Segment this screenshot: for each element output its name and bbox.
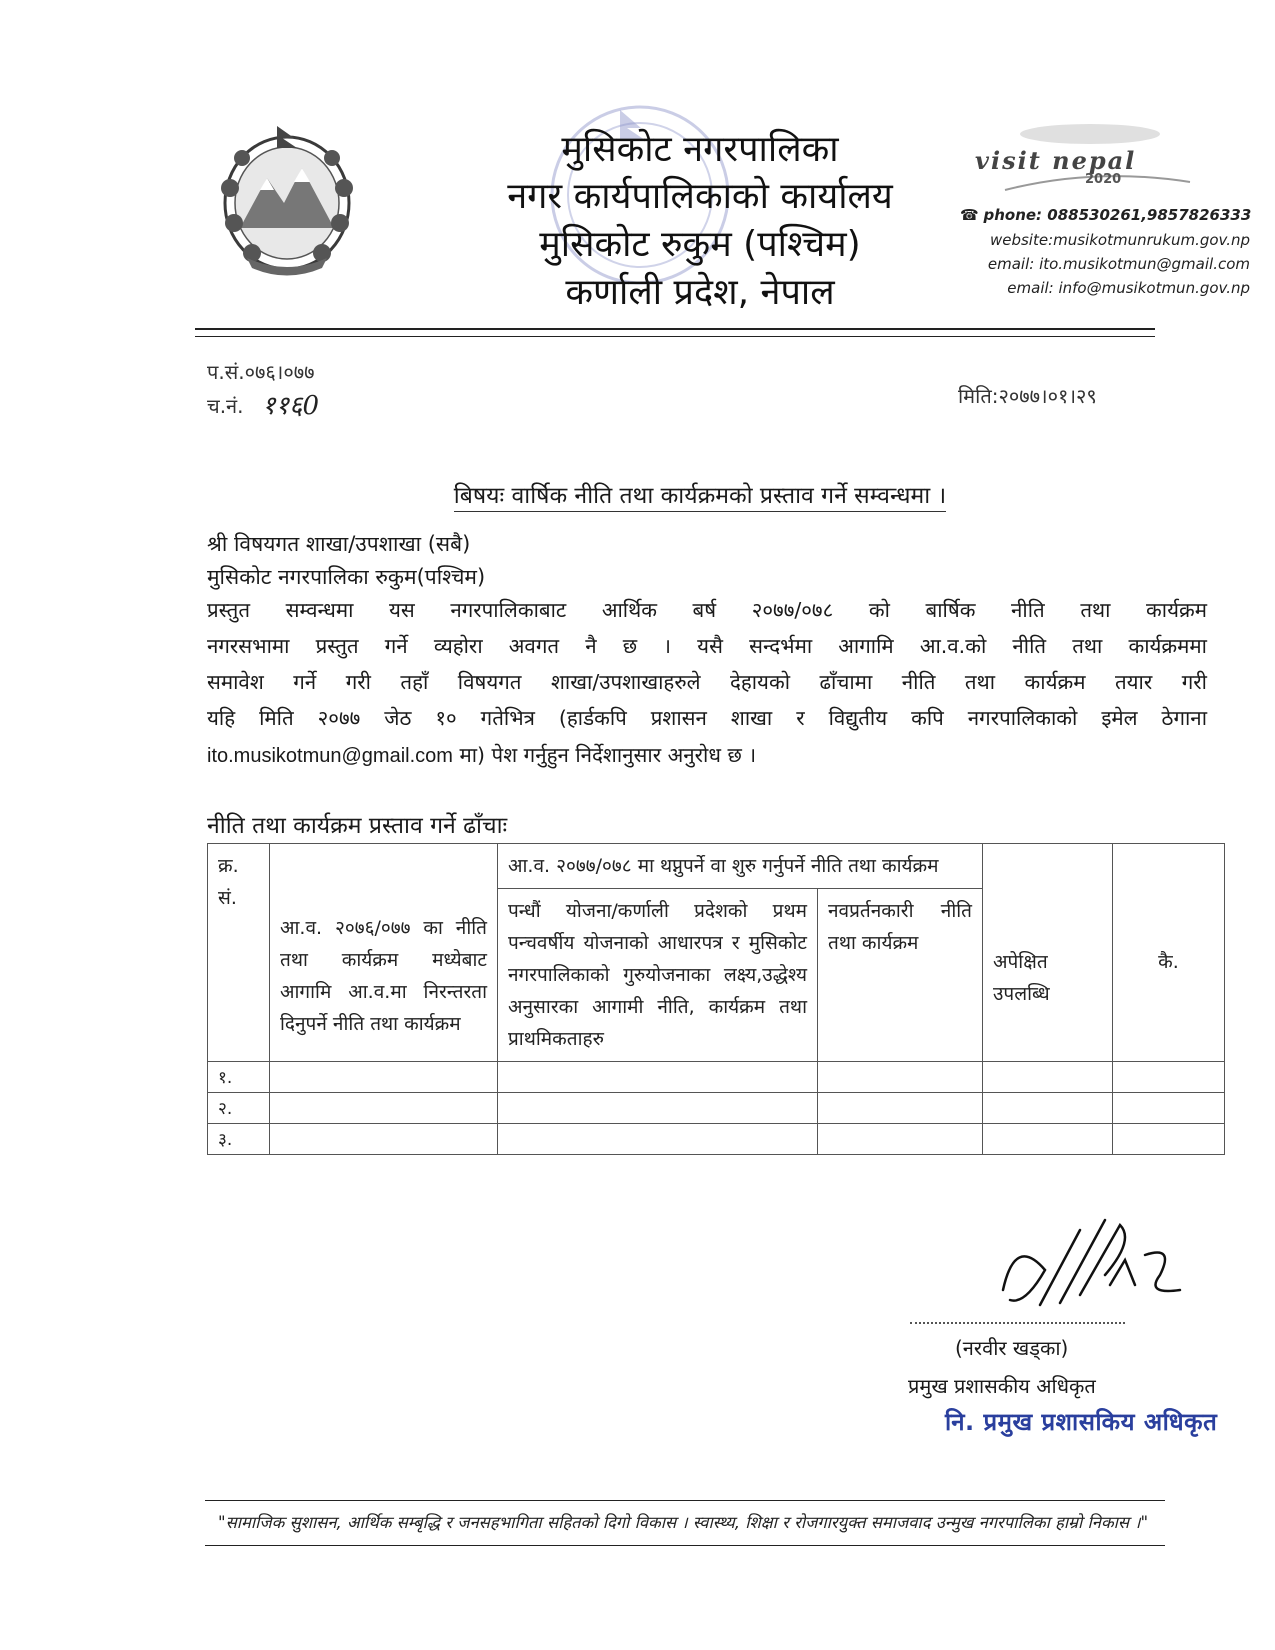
contact-phone bbox=[960, 206, 1250, 224]
row-serial: ३. bbox=[208, 1124, 270, 1155]
footer-rule-bottom bbox=[205, 1545, 1165, 1546]
row-serial: २. bbox=[208, 1093, 270, 1124]
proposal-format-table bbox=[207, 843, 1225, 1155]
contact-email-2: email: info@musikotmun.gov.np bbox=[1007, 279, 1250, 297]
office-location: मुसिकोट रुकुम (पश्चिम) bbox=[539, 224, 861, 265]
addressee-line-2: मुसिकोट नगरपालिका रुकुम(पश्चिम) bbox=[207, 565, 486, 589]
subject-line bbox=[360, 478, 1040, 510]
phone-icon: ☎ bbox=[960, 206, 979, 224]
body-line-5-rest: मा) पेश गर्नुहुन निर्देशानुसार अनुरोध छ । bbox=[459, 743, 757, 767]
form-title: नीति तथा कार्यक्रम प्रस्ताव गर्ने ढाँचाः bbox=[207, 813, 508, 839]
table-row bbox=[208, 1124, 1225, 1155]
body-line-2: नगरसभामा प्रस्तुत गर्ने व्यहोरा अवगत नै छ । यसै सन्दर्भमा आगामि आ.व.को नीति तथा कार्यक्रममा bbox=[207, 634, 1207, 658]
office-name: नगर कार्यपालिकाको कार्यालय bbox=[507, 176, 893, 217]
table-row bbox=[208, 1062, 1225, 1093]
header-expected-outcome: अपेक्षित उपलब्धि bbox=[983, 844, 1113, 1062]
footer-rule-top bbox=[205, 1500, 1165, 1501]
header-plan-based-programs: पन्धौं योजना/कर्णाली प्रदेशको प्रथम पन्चवर्षीय योजनाको आधारपत्र र मुसिकोट नगरपालिकाको गुरुयोजनाका लक्ष्य,उद्धेश्य अनुसारका आगामी नीति, कार्यक्रम तथा प्राथमिकताहरु bbox=[498, 889, 818, 1062]
reference-number: प.सं.०७६।०७७ bbox=[207, 360, 315, 384]
visit-nepal-logo bbox=[975, 112, 1205, 196]
nepal-emblem-icon bbox=[212, 118, 362, 278]
header-remarks: कै. bbox=[1113, 844, 1225, 1062]
letter-date: मिति:२०७७।०१।२९ bbox=[958, 384, 1097, 408]
footer-slogan: "सामाजिक सुशासन, आर्थिक सम्बृद्धि र जनसहभागिता सहितको दिगो विकास । स्वास्थ्य, शिक्षा र रोजगारयुक्त समाजवाद उन्मुख नगरपालिका हाम्रो निकास ।" bbox=[218, 1513, 1149, 1532]
signatory-title: प्रमुख प्रशासकीय अधिकृत bbox=[908, 1374, 1096, 1398]
header-rule-top bbox=[195, 328, 1155, 330]
phone-text: phone: 088530261,9857826333 bbox=[983, 206, 1252, 224]
visit-nepal-text: visit nepal bbox=[975, 146, 1137, 175]
row-serial: १. bbox=[208, 1062, 270, 1093]
contact-website: website:musikotmunrukum.gov.np bbox=[989, 231, 1250, 249]
body-line-1: प्रस्तुत सम्वन्धमा यस नगरपालिकाबाट आर्थिक बर्ष २०७७/०७८ को बार्षिक नीति तथा कार्यक्रम bbox=[207, 598, 1207, 622]
org-name: मुसिकोट नगरपालिका bbox=[561, 129, 839, 170]
header-continuing-programs: आ.व. २०७६/०७७ का नीति तथा कार्यक्रम मध्येबाट आगामि आ.व.मा निरन्तरता दिनुपर्ने नीति तथा कार्यक्रम bbox=[270, 844, 498, 1062]
dispatch-label: च.नं. bbox=[207, 394, 244, 418]
official-stamp: नि. प्रमुख प्रशासकिय अधिकृत bbox=[945, 1408, 1218, 1436]
contact-email-1: email: ito.musikotmun@gmail.com bbox=[987, 255, 1250, 273]
body-email: ito.musikotmun@gmail.com bbox=[207, 745, 453, 767]
province-name: कर्णाली प्रदेश, नेपाल bbox=[565, 272, 835, 313]
handwritten-signature bbox=[985, 1215, 1195, 1320]
table-row bbox=[208, 1093, 1225, 1124]
body-line-3: समावेश गर्ने गरी तहाँ विषयगत शाखा/उपशाखाहरुले देहायको ढाँचामा नीति तथा कार्यक्रम तयार गरी bbox=[207, 670, 1207, 694]
body-line-5 bbox=[207, 741, 756, 769]
addressee-line-1: श्री विषयगत शाखा/उपशाखा (सबै) bbox=[207, 532, 471, 556]
header-innovative-programs: नवप्रर्तनकारी नीति तथा कार्यक्रम bbox=[818, 889, 983, 1062]
dispatch-number: ११६0 bbox=[262, 391, 320, 421]
header-new-programs-group: आ.व. २०७७/०७८ मा थप्नुपर्ने वा शुरु गर्नुपर्ने नीति तथा कार्यक्रम bbox=[498, 844, 983, 889]
header-serial-number: क्र. सं. bbox=[208, 844, 270, 1062]
visit-nepal-year: 2020 bbox=[1085, 172, 1122, 187]
signatory-name: (नरवीर खड्का) bbox=[955, 1336, 1069, 1360]
subject-text: बिषयः वार्षिक नीति तथा कार्यक्रमको प्रस्ताव गर्ने सम्वन्धमा । bbox=[454, 483, 946, 512]
body-line-4: यहि मिति २०७७ जेठ १० गतेभित्र (हार्डकपि प्रशासन शाखा र विद्युतीय कपि नगरपालिकाको इमेल ठेगाना bbox=[207, 706, 1207, 730]
header-rule-bottom bbox=[195, 336, 1155, 337]
signature-dotted-line bbox=[910, 1322, 1125, 1324]
